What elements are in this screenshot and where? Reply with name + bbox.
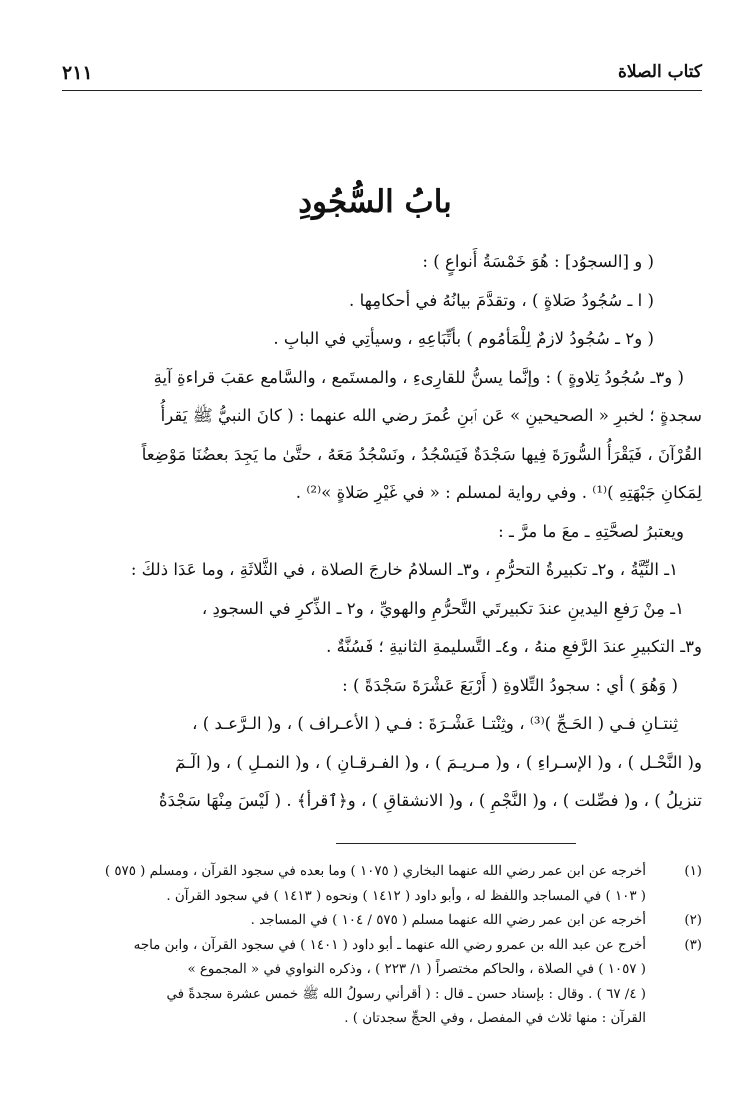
body-line: لِمَكانِ جَبْهَتِهِ )⁽¹⁾ . وفي رواية لمسلم : « في غَيْرِ صَلاةٍ »⁽²⁾ .	[295, 483, 702, 502]
body-line: ١ـ النِّيَّةُ ، و٢ـ تكبيرةُ التحرُّمِ ، و٣ـ السلامُ خارجَ الصلاة ، في الثَّلاثَةِ ، وما عَدَا ذلكَ :	[130, 560, 678, 579]
page-header	[62, 60, 702, 90]
footnote-text: ( ١٠٣ ) في المساجد واللفظ له ، وأبو داود ( ١٤١٢ ) ونحوه ( ١٤١٣ ) في سجود القرآن .	[166, 888, 646, 904]
footnote-text: أخرج عن عبد الله بن عمرو رضي الله عنهما ـ أبو داود ( ١٤٠١ ) في سجود القرآن ، وابن ماجه	[133, 937, 646, 953]
footnote-text: ( ١٠٥٧ ) في الصلاة ، والحاكم مختصراً ( ١/ ٢٢٣ ) ، وذكره النواوي في « المجموع »	[187, 962, 646, 977]
footnote-text: أخرجه عن ابن عمر رضي الله عنهما البخاري ( ١٠٧٥ ) وما بعده في سجود القرآن ، ومسلم ( ٥٧٥ )	[104, 864, 646, 879]
footnote-rule	[336, 843, 576, 844]
body-line: ثِنتـانِ فـي ( الحَـجِّ )⁽³⁾ ، وثِنْتـا عَشْـرَةَ : فـي ( الأعـراف ) ، و( الـرَّعـد ) ،	[192, 714, 678, 733]
footnote-number: (٢)	[684, 913, 702, 928]
footnote-text: القرآن : منها ثلاث في المفصل ، وفي الحجِّ سجدتان ) .	[344, 1011, 646, 1026]
body-line: تنزيلُ ) ، و( فصِّلت ) ، و( النَّجْمِ ) ، و( الانشقاقِ ) ، و﴿ٱقرأ﴾ . ( لَيْسَ مِنْهَا سَجْدَةُ	[158, 791, 702, 810]
body-text	[62, 243, 702, 821]
running-title: كتاب الصلاة	[617, 62, 702, 82]
footnotes	[62, 860, 702, 1032]
body-line: ( وَهُوَ ) أي : سجودُ التِّلاوةِ ( أَرْبَعَ عَشْرَةَ سَجْدَةً ) :	[342, 675, 678, 695]
body-line: ( و [السجوُد] : هُوَ خَمْسَةُ أَنواعٍ ) :	[422, 252, 654, 271]
footnote-line	[62, 934, 702, 959]
footnote-line	[62, 860, 702, 885]
body-line: و٣ـ التكبيرِ عندَ الرَّفعِ منهُ ، و٤ـ التَّسليمةِ الثانيةِ ؛ فَسُنَّةٌ .	[326, 637, 702, 656]
body-line: ( و٢ ـ سُجُودُ لازمٌ لِلْمَأمُوم ) بأتِّبَاعِهِ ، وسيأتِي في البابِ .	[273, 329, 654, 348]
body-line: القُرْآنَ ، فَيَقْرَأُ السُّورَةَ فِيها سَجْدَةٌ فَيَسْجُدُ ، ونَسْجُدُ مَعَهُ ، حتَّىٰ ما يَجِدَ بعضُنَا مَوْضِعاً	[141, 444, 702, 464]
footnote-line	[62, 958, 702, 983]
body-line: ( و٣ـ سُجُودُ تِلاوةٍ ) : وإنَّما يسنُّ للقارِىءِ ، والمستَمع ، والسَّامع عقبَ قراءةِ آيةِ	[153, 367, 684, 387]
body-line: ١ـ مِنْ رَفعِ اليدينِ عندَ تكبيرتَي التَّحرُّمِ والهويِّ ، و٢ ـ الذِّكرِ في السجودِ ،	[201, 598, 684, 618]
footnote-line	[62, 909, 702, 934]
body-line: ويعتبرُ لصحَّتِهِ ـ معَ ما مرَّ ـ :	[498, 521, 684, 541]
page-number: ٢١١	[62, 62, 93, 84]
footnote-line	[62, 983, 702, 1008]
footnote-number: (١)	[684, 864, 702, 879]
body-line: و( النَّحْـل ) ، و( الإسـراءِ ) ، و( مـريـمَ ) ، و( الفـرقـانِ ) ، و( النمـلِ ) ، و( الٓـمٓ	[175, 752, 702, 772]
footnote-number: (٣)	[684, 937, 702, 953]
footnote-line	[62, 885, 702, 910]
footnote-line	[62, 1007, 702, 1032]
header-rule	[62, 90, 702, 91]
chapter-title: بابُ السُّجُودِ	[298, 184, 452, 220]
footnote-text: أخرجه عن ابن عمر رضي الله عنهما مسلم ( ٥٧٥ / ١٠٤ ) في المساجد .	[250, 913, 646, 928]
footnote-text: ( ٤/ ٦٧ ) . وقال : بإسناد حسن ـ قال : ( أقرأني رسولُ الله ﷺ خمس عشرة سجدةً في	[166, 986, 646, 1002]
body-line: ( ا ـ سُجُودُ صَلاةٍ ) ، وتقدَّمَ بيانُهُ في أحكامِها .	[349, 290, 654, 310]
body-line: سجدةٍ ؛ لخبرِ « الصحيحينِ » عَن ٱبنِ عُمرَ رضي الله عنهما : ( كانَ النبيُّ ﷺ يَقرأُ	[160, 406, 702, 425]
